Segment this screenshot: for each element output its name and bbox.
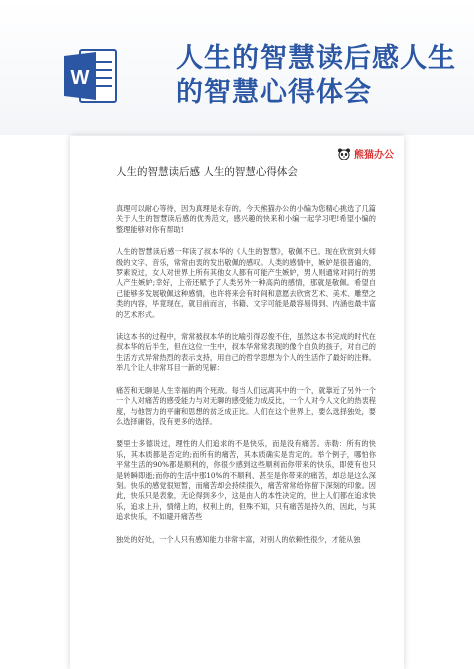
paragraph: 真理可以耐心等待，因为真理是永存的。今天熊猫办公的小编为您精心挑选了几篇关于人生的智慧读后感的优秀范文，感兴趣的快来和小编一起学习吧!希望小编的整理能够对你有帮助! bbox=[116, 204, 376, 234]
paragraph: 要里士多德说过，理性的人们追求的不是快乐，而是没有痛苦。赤勒：所有的快乐，其本质都是否定的;而所有的痛苦，其本质确实是肯定的。举个例子，哪怕你平常生活的90%都是顺利的，你很少感到这些顺利而你带来的快乐，即使有也只是转瞬即逝;而你的生活中那10%的不顺利、甚至是你带来的痛苦，却总是这么深刻。快乐的感觉很短暂，而痛苦却会持续很久，痛苦常常给你留下深刻的印象。因此，快乐只是表象，无论得到多少，这是由人的本性决定的，世上人们都在追求快乐，追求上升，情绪上的，权利上的，但殊不知，只有痛苦是持久的，因此，与其追求快乐，不如避开痛苦些 bbox=[116, 439, 376, 522]
document-body bbox=[116, 204, 376, 557]
page-fade-overlay bbox=[70, 629, 404, 669]
document-page bbox=[70, 136, 404, 669]
document-heading: 人生的智慧读后感 人生的智慧心得体会 bbox=[116, 166, 298, 178]
paragraph: 痛苦和无聊是人生幸福的两个死敌。每当人们远离其中的一个，就靠近了另外一个一个人对痛苦的感受能力与对无聊的感受能力成反比，一个人对今人文化的热衷程度，与他智力的平庸和思想的贫乏成正比。人们在这个世界上，要么选择独处，要么选择庸俗，没有更多的选择。 bbox=[116, 385, 376, 426]
word-document-icon bbox=[62, 46, 118, 106]
panda-icon bbox=[337, 148, 351, 160]
brand-logo bbox=[337, 146, 394, 161]
brand-name: 熊猫办公 bbox=[354, 150, 394, 161]
paragraph: 独处的好处，一个人只有感知能力非常丰富，对别人的依赖性很少，才能从独 bbox=[116, 534, 361, 544]
paragraph: 人生的智慧读后感一拜读了叔本华的《人生的智慧》，敬佩不已。现在欣赏到大师级的文字、音乐，常常由衷的发出敬佩的感叹。人类的感情中，嫉妒是很普遍的，罗素说过，女人对世界上所有其他女人都有可能产生嫉妒，男人则通常对同行的男人产生嫉妒;幸好，上帝还赋予了人类另外一种高尚的感情，那就是敬佩。希望自己能够多发展敬佩这种感情，也许将来会有时间和意愿去欣赏艺术、美术、雕塑之类的内容，毕竟现在，就目前而言，书籍、文字可能是最容易得到、内涵也最丰富的艺术形式。 bbox=[116, 247, 376, 319]
paragraph: 读这本书的过程中，常常被叔本华的比喻引得忍俊不住，虽然这本书完成的时代在叔本华的后半生，但在这位一生中，叔本华常常表现的像个自负的孩子，对自己的生活方式异常热烈的表示支持，用自己的哲学思想为个人的生活作了最好的注释。举几个让人非常耳目一新的见解： bbox=[116, 332, 376, 373]
word-icon-letter: W bbox=[70, 67, 90, 89]
page-title: 人生的智慧读后感人生的智慧心得体会 bbox=[176, 43, 456, 108]
